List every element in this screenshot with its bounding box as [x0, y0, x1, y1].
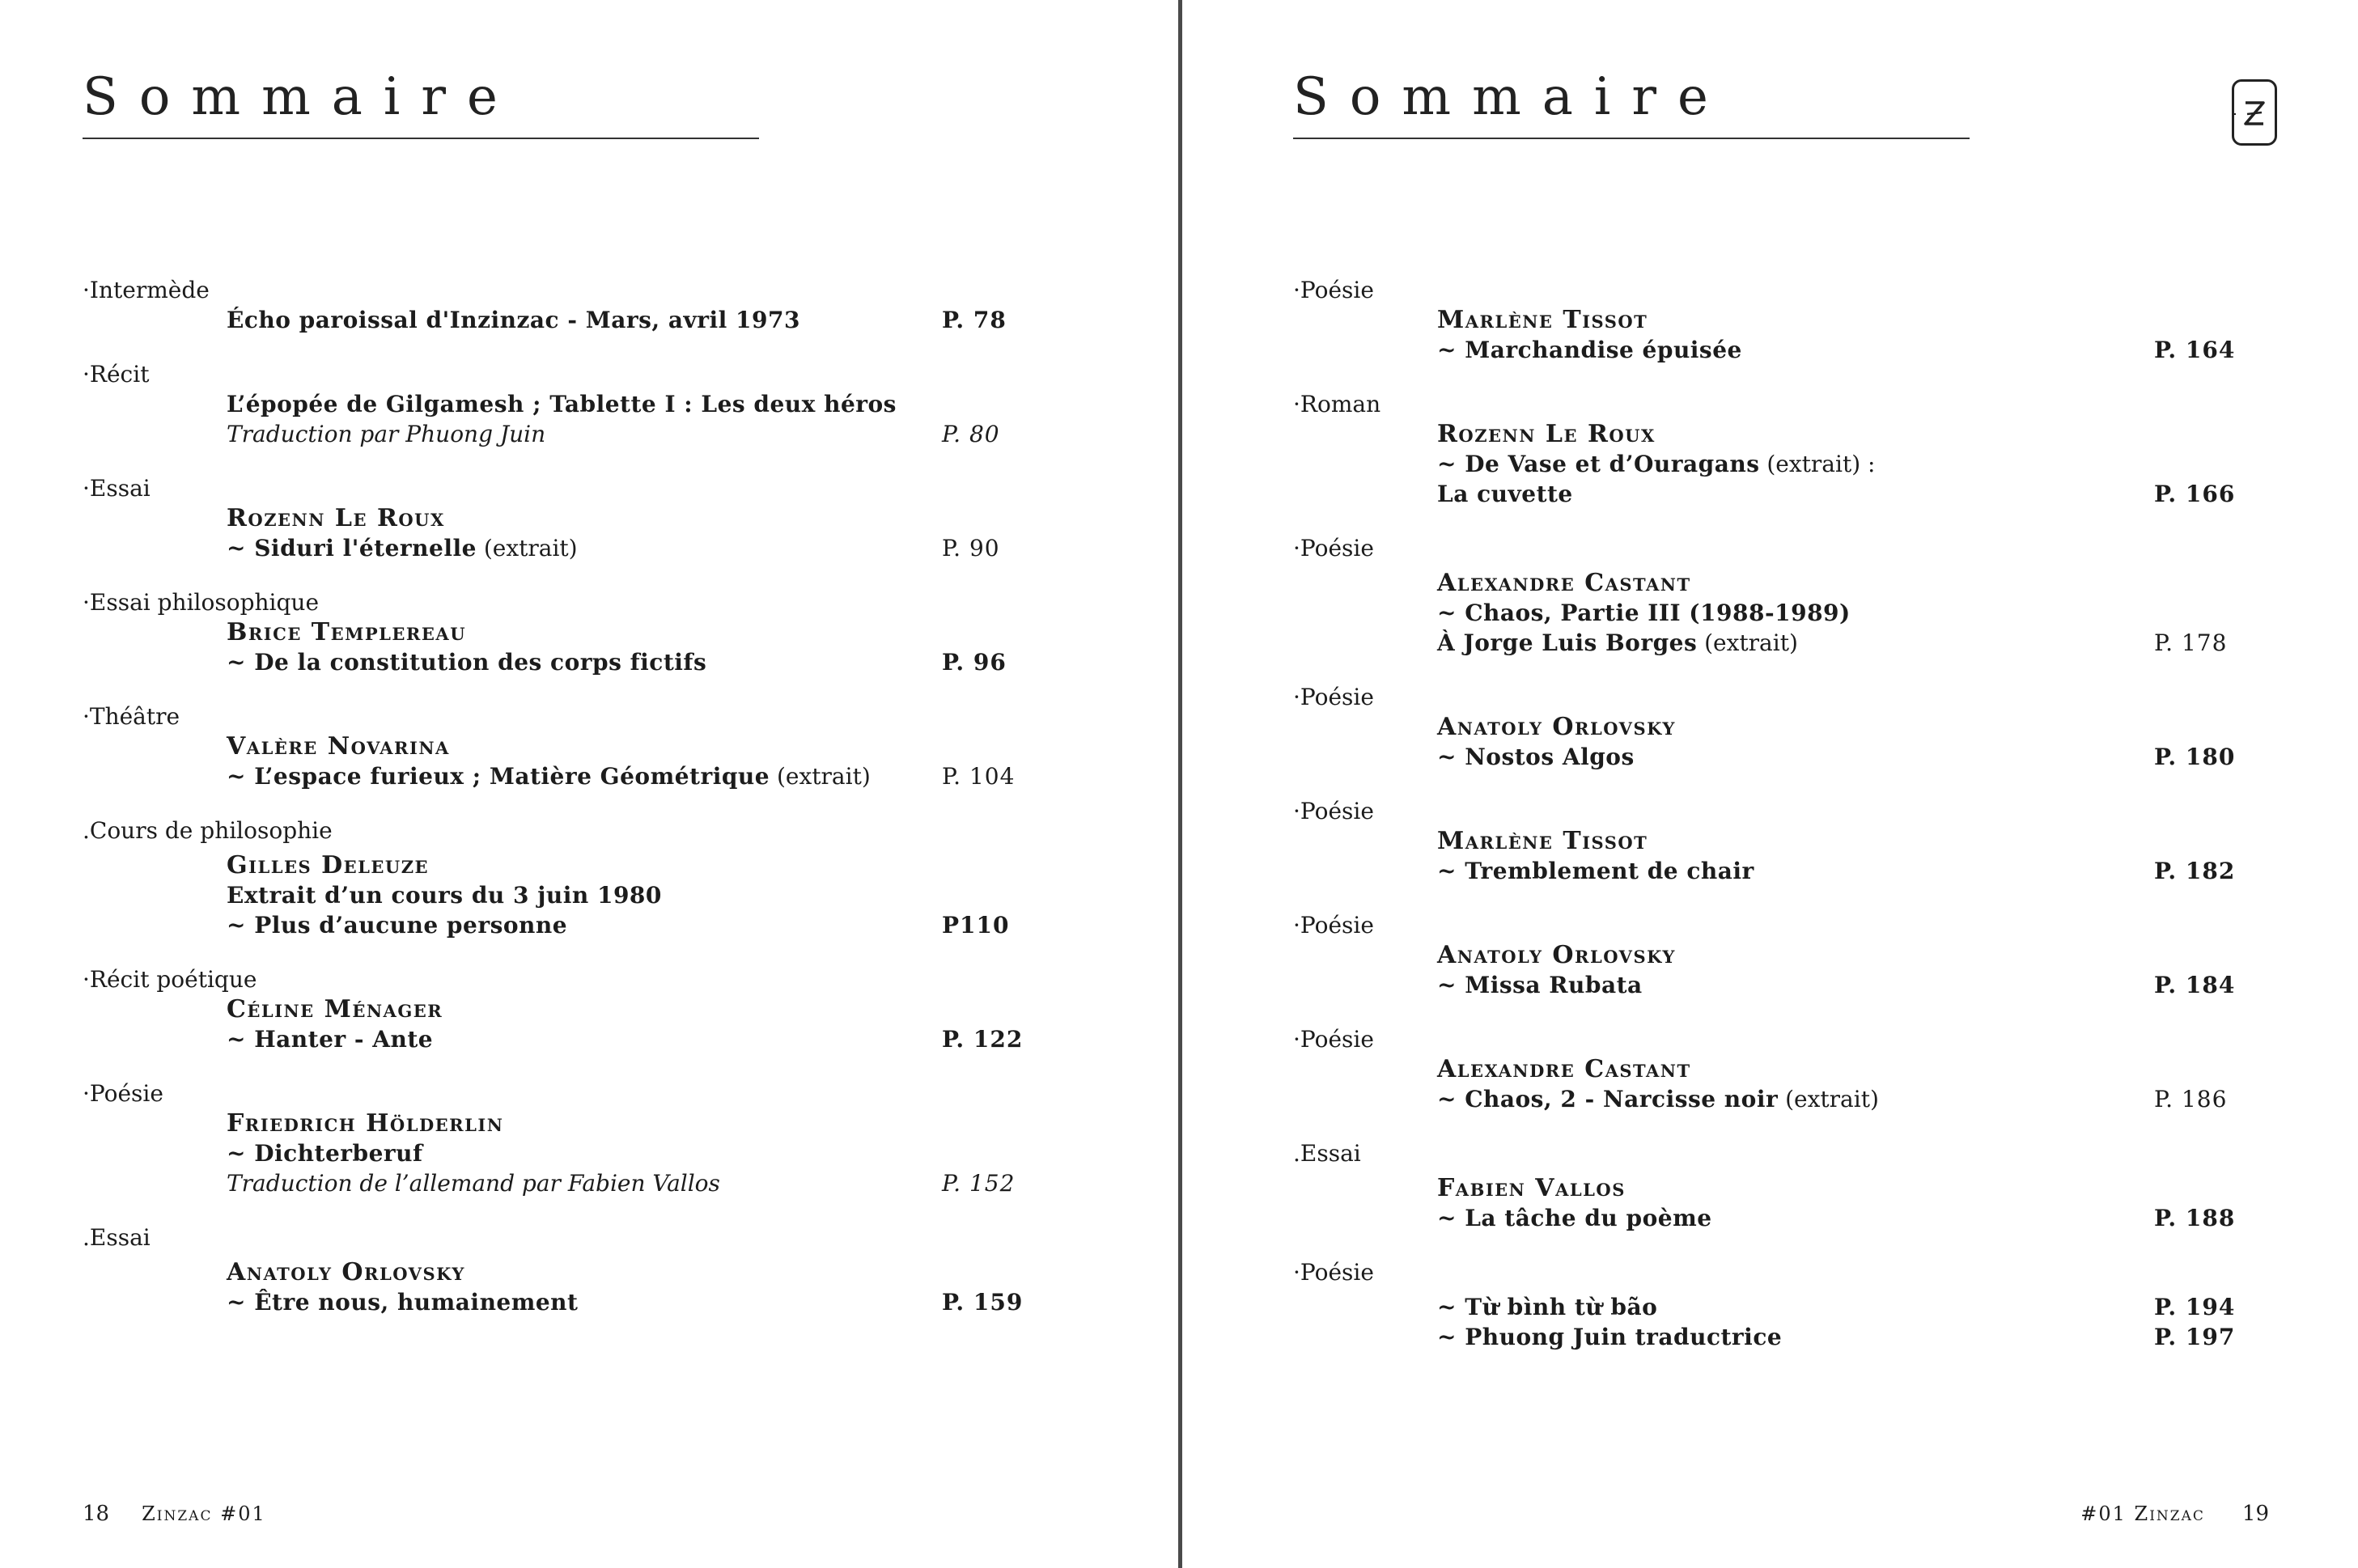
toc-entry — [1293, 275, 2240, 365]
entry-author: Alexandre Castant — [1437, 569, 1691, 597]
entry-translator: Traduction de l’allemand par Fabien Vallos P. 152 — [227, 1170, 1016, 1197]
entry-category: ·Poésie — [1293, 684, 1374, 710]
entry-author: Rozenn Le Roux — [1437, 420, 1656, 448]
entry-category: ·Poésie — [1293, 535, 1374, 562]
entry-title: ~ La tâche du poème P. 188 — [1437, 1205, 2236, 1231]
page-reference: P. 159 — [942, 1289, 1024, 1316]
toc-entry — [83, 1223, 1054, 1317]
entry-author: Fabien Vallos — [1437, 1174, 1626, 1202]
toc-entry — [83, 587, 1054, 677]
entry-author: Céline Ménager — [227, 995, 443, 1023]
page-reference: P. 152 — [942, 1170, 1016, 1197]
table-of-contents — [83, 275, 1054, 1341]
page-reference: P. 96 — [942, 649, 1007, 676]
entry-author: Anatoly Orlovsky — [1437, 941, 1676, 969]
title-underline — [1293, 138, 1970, 139]
page-reference: P. 80 — [942, 421, 1000, 447]
entry-category: .Cours de philosophie — [83, 817, 333, 844]
entry-category: ·Essai — [83, 475, 151, 502]
entry-author: Marlène Tissot — [1437, 306, 1648, 334]
entry-title: ~ Hanter - Ante P. 122 — [227, 1026, 1024, 1053]
entry-category: ·Poésie — [83, 1080, 163, 1107]
page-footer — [83, 1500, 266, 1528]
toc-entry — [1293, 796, 2240, 886]
entry-title: ~ L’espace furieux ; Matière Géométrique (extrait) P. 104 — [227, 763, 1016, 790]
page-reference: P. 194 — [2154, 1294, 2236, 1320]
entry-category: ·Poésie — [1293, 277, 1374, 303]
entry-author: Anatoly Orlovsky — [1437, 713, 1676, 741]
entry-title: ~ Tremblement de chair P. 182 — [1437, 858, 2236, 884]
toc-entry — [83, 816, 1054, 940]
entry-subtitle: À Jorge Luis Borges (extrait) P. 178 — [1437, 629, 2228, 656]
page-title: Sommaire — [83, 67, 519, 127]
entry-category: ·Poésie — [1293, 798, 1374, 824]
entry-category: ·Poésie — [1293, 912, 1374, 939]
entry-title: ~ Chaos, Partie III (1988-1989) — [1437, 600, 1851, 626]
page-title: Sommaire — [1293, 67, 1729, 127]
magazine-name: #01 Zinzac — [2080, 1502, 2205, 1525]
entry-category: ·Théâtre — [83, 703, 180, 730]
entry-category: ·Poésie — [1293, 1026, 1374, 1053]
entry-author: Rozenn Le Roux — [227, 504, 445, 532]
page-footer — [2080, 1500, 2269, 1528]
entry-title: Écho paroissal d'Inzinzac - Mars, avril 1973 P. 78 — [227, 307, 1007, 333]
page-reference: P. 182 — [2154, 858, 2236, 884]
title-underline — [83, 138, 759, 139]
page-reference: P. 188 — [2154, 1205, 2236, 1231]
entry-author: Brice Templereau — [227, 618, 467, 646]
entry-title: ~ Từ bình từ bão P. 194 — [1437, 1294, 2236, 1320]
page-reference: P. 78 — [942, 307, 1007, 333]
entry-category: .Essai — [83, 1224, 151, 1251]
page-reference: P. 178 — [2154, 629, 2228, 656]
entry-title: ~ De la constitution des corps fictifs P. 96 — [227, 649, 1007, 676]
entry-subtitle: La cuvette P. 166 — [1437, 481, 2236, 507]
page-reference: P. 166 — [2154, 481, 2236, 507]
right-page — [1186, 0, 2358, 1568]
entry-category: ·Roman — [1293, 391, 1381, 417]
entry-title: ~ Chaos, 2 - Narcisse noir (extrait) P. 186 — [1437, 1086, 2228, 1112]
zinzac-logo-icon — [2232, 79, 2277, 146]
entry-author: Anatoly Orlovsky — [227, 1258, 465, 1286]
magazine-name: Zinzac #01 — [142, 1502, 266, 1525]
entry-subtitle: Extrait d’un cours du 3 juin 1980 — [227, 882, 662, 909]
entry-author: Marlène Tissot — [1437, 827, 1648, 855]
table-of-contents — [1293, 275, 2240, 1376]
toc-entry — [83, 473, 1054, 563]
entry-author: Gilles Deleuze — [227, 851, 430, 879]
toc-entry — [1293, 1257, 2240, 1352]
entry-category: ·Récit poétique — [83, 966, 257, 993]
entry-category: ·Intermède — [83, 277, 210, 303]
toc-entry — [1293, 910, 2240, 1000]
page-reference: P. 197 — [2154, 1324, 2236, 1350]
entry-title: ~ Marchandise épuisée P. 164 — [1437, 337, 2236, 363]
entry-title: ~ Plus d’aucune personne P110 — [227, 912, 1010, 939]
entry-title: ~ Missa Rubata P. 184 — [1437, 972, 2236, 998]
entry-title: ~ Dichterberuf — [227, 1140, 423, 1167]
toc-entry — [83, 359, 1054, 449]
page-number: 18 — [83, 1502, 110, 1526]
page-reference: P. 186 — [2154, 1086, 2228, 1112]
entry-category: .Essai — [1293, 1140, 1361, 1167]
page-reference: P. 164 — [2154, 337, 2236, 363]
entry-author: Valère Novarina — [227, 732, 450, 761]
entry-author: Alexandre Castant — [1437, 1055, 1691, 1083]
page-number: 19 — [2241, 1502, 2269, 1526]
toc-entry — [1293, 1024, 2240, 1114]
toc-entry — [1293, 682, 2240, 772]
toc-entry — [83, 701, 1054, 791]
page-reference: P. 184 — [2154, 972, 2236, 998]
page-reference: P. 122 — [942, 1026, 1024, 1053]
page-reference: P. 90 — [942, 535, 1000, 562]
entry-title: ~ Nostos Algos P. 180 — [1437, 744, 2236, 770]
toc-entry — [83, 1079, 1054, 1198]
entry-title: ~ De Vase et d’Ouragans (extrait) : — [1437, 451, 1876, 477]
entry-title: L’épopée de Gilgamesh ; Tablette I : Les deux héros — [227, 391, 897, 417]
toc-entry — [83, 964, 1054, 1054]
page-reference: P110 — [942, 912, 1010, 939]
entry-author: Friedrich Hölderlin — [227, 1109, 504, 1138]
toc-entry — [83, 275, 1054, 335]
toc-entry — [1293, 389, 2240, 509]
entry-category: ·Poésie — [1293, 1259, 1374, 1286]
page-reference: P. 104 — [942, 763, 1016, 790]
entry-category: ·Essai philosophique — [83, 589, 320, 616]
page-spine-divider — [1178, 0, 1182, 1568]
entry-translator: Traduction par Phuong Juin P. 80 — [227, 421, 1000, 447]
entry-title: ~ Être nous, humainement P. 159 — [227, 1289, 1024, 1316]
toc-entry — [1293, 533, 2240, 658]
entry-category: ·Récit — [83, 361, 150, 388]
entry-title: ~ Phuong Juin traductrice P. 197 — [1437, 1324, 2236, 1350]
toc-entry — [1293, 1138, 2240, 1233]
page-reference: P. 180 — [2154, 744, 2236, 770]
entry-title: ~ Siduri l'éternelle (extrait) P. 90 — [227, 535, 1000, 562]
